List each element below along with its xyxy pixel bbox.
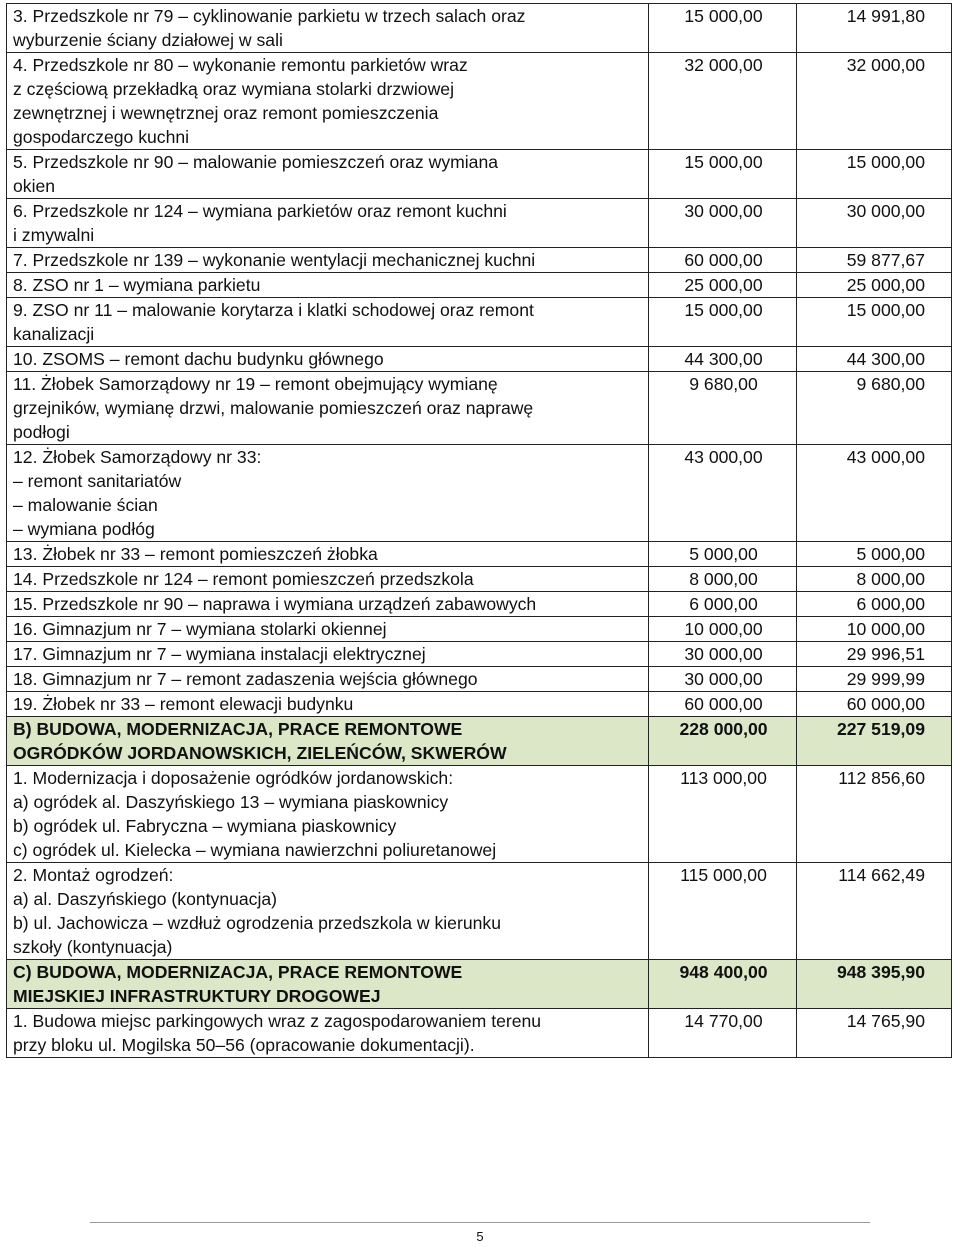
section-header-row	[7, 960, 952, 1009]
executed-amount: 30 000,00	[797, 199, 952, 248]
planned-amount: 15 000,00	[649, 298, 797, 347]
item-description: 12. Żłobek Samorządowy nr 33: – remont sanitariatów – malowanie ścian – wymiana podłóg	[7, 445, 649, 542]
executed-amount: 29 996,51	[797, 642, 952, 667]
executed-amount: 25 000,00	[797, 273, 952, 298]
executed-amount: 60 000,00	[797, 692, 952, 717]
item-description: 14. Przedszkole nr 124 – remont pomieszczeń przedszkola	[7, 567, 649, 592]
item-description: 17. Gimnazjum nr 7 – wymiana instalacji elektrycznej	[7, 642, 649, 667]
footer-divider	[90, 1222, 870, 1223]
table-row	[7, 4, 952, 53]
table-row	[7, 863, 952, 960]
item-description: 11. Żłobek Samorządowy nr 19 – remont obejmujący wymianę grzejników, wymianę drzwi, malowanie pomieszczeń oraz naprawę podłogi	[7, 372, 649, 445]
executed-amount: 43 000,00	[797, 445, 952, 542]
planned-amount: 9 680,00	[649, 372, 797, 445]
table-row	[7, 542, 952, 567]
item-description: 10. ZSOMS – remont dachu budynku głównego	[7, 347, 649, 372]
planned-amount: 113 000,00	[649, 766, 797, 863]
item-description: 1. Budowa miejsc parkingowych wraz z zagospodarowaniem terenu przy bloku ul. Mogilska 50–56 (opracowanie dokumentacji).	[7, 1009, 649, 1058]
planned-amount: 44 300,00	[649, 347, 797, 372]
executed-amount: 227 519,09	[797, 717, 952, 766]
planned-amount: 30 000,00	[649, 667, 797, 692]
executed-amount: 15 000,00	[797, 298, 952, 347]
executed-amount: 114 662,49	[797, 863, 952, 960]
item-description: 8. ZSO nr 1 – wymiana parkietu	[7, 273, 649, 298]
item-description: 19. Żłobek nr 33 – remont elewacji budynku	[7, 692, 649, 717]
item-description: 3. Przedszkole nr 79 – cyklinowanie parkietu w trzech salach oraz wyburzenie ściany działowej w sali	[7, 4, 649, 53]
planned-amount: 10 000,00	[649, 617, 797, 642]
executed-amount: 10 000,00	[797, 617, 952, 642]
item-description: 15. Przedszkole nr 90 – naprawa i wymiana urządzeń zabawowych	[7, 592, 649, 617]
table-row	[7, 667, 952, 692]
item-description: 1. Modernizacja i doposażenie ogródków jordanowskich: a) ogródek al. Daszyńskiego 13 – wymiana piaskownicy b) ogródek ul. Fabryczna – wymiana piaskownicy c) ogródek ul. Kielecka – wymiana nawierzchni poliuretanowej	[7, 766, 649, 863]
item-description: 4. Przedszkole nr 80 – wykonanie remontu parkietów wraz z częściową przekładką oraz wymiana stolarki drzwiowej zewnętrznej i wewnętrznej oraz remont pomieszczenia gospodarczego kuchni	[7, 53, 649, 150]
planned-amount: 14 770,00	[649, 1009, 797, 1058]
planned-amount: 32 000,00	[649, 53, 797, 150]
item-description: B) BUDOWA, MODERNIZACJA, PRACE REMONTOWE OGRÓDKÓW JORDANOWSKICH, ZIELEŃCÓW, SKWERÓW	[7, 717, 649, 766]
item-description: 7. Przedszkole nr 139 – wykonanie wentylacji mechanicznej kuchni	[7, 248, 649, 273]
planned-amount: 115 000,00	[649, 863, 797, 960]
executed-amount: 14 765,90	[797, 1009, 952, 1058]
planned-amount: 8 000,00	[649, 567, 797, 592]
budget-table	[6, 3, 952, 1058]
executed-amount: 15 000,00	[797, 150, 952, 199]
executed-amount: 112 856,60	[797, 766, 952, 863]
item-description: 6. Przedszkole nr 124 – wymiana parkietów oraz remont kuchni i zmywalni	[7, 199, 649, 248]
table-row	[7, 53, 952, 150]
table-row	[7, 567, 952, 592]
executed-amount: 9 680,00	[797, 372, 952, 445]
table-row	[7, 347, 952, 372]
planned-amount: 15 000,00	[649, 150, 797, 199]
table-row	[7, 150, 952, 199]
table-row	[7, 273, 952, 298]
executed-amount: 6 000,00	[797, 592, 952, 617]
table-row	[7, 592, 952, 617]
table-row	[7, 766, 952, 863]
executed-amount: 14 991,80	[797, 4, 952, 53]
item-description: 2. Montaż ogrodzeń: a) al. Daszyńskiego (kontynuacja) b) ul. Jachowicza – wzdłuż ogrodzenia przedszkola w kierunku szkoły (kontynuacja)	[7, 863, 649, 960]
executed-amount: 59 877,67	[797, 248, 952, 273]
item-description: 18. Gimnazjum nr 7 – remont zadaszenia wejścia głównego	[7, 667, 649, 692]
section-header-row	[7, 717, 952, 766]
budget-table-body	[7, 4, 952, 1058]
item-description: 5. Przedszkole nr 90 – malowanie pomieszczeń oraz wymiana okien	[7, 150, 649, 199]
executed-amount: 29 999,99	[797, 667, 952, 692]
planned-amount: 228 000,00	[649, 717, 797, 766]
planned-amount: 30 000,00	[649, 199, 797, 248]
executed-amount: 5 000,00	[797, 542, 952, 567]
executed-amount: 32 000,00	[797, 53, 952, 150]
page-number: 5	[476, 1229, 484, 1244]
table-row	[7, 617, 952, 642]
executed-amount: 44 300,00	[797, 347, 952, 372]
planned-amount: 5 000,00	[649, 542, 797, 567]
planned-amount: 6 000,00	[649, 592, 797, 617]
item-description: 16. Gimnazjum nr 7 – wymiana stolarki okiennej	[7, 617, 649, 642]
table-row	[7, 372, 952, 445]
executed-amount: 8 000,00	[797, 567, 952, 592]
table-row	[7, 692, 952, 717]
table-row	[7, 298, 952, 347]
table-row	[7, 248, 952, 273]
item-description: C) BUDOWA, MODERNIZACJA, PRACE REMONTOWE MIEJSKIEJ INFRASTRUKTURY DROGOWEJ	[7, 960, 649, 1009]
item-description: 9. ZSO nr 11 – malowanie korytarza i klatki schodowej oraz remont kanalizacji	[7, 298, 649, 347]
table-row	[7, 1009, 952, 1058]
table-row	[7, 445, 952, 542]
planned-amount: 60 000,00	[649, 692, 797, 717]
planned-amount: 25 000,00	[649, 273, 797, 298]
executed-amount: 948 395,90	[797, 960, 952, 1009]
planned-amount: 43 000,00	[649, 445, 797, 542]
planned-amount: 948 400,00	[649, 960, 797, 1009]
item-description: 13. Żłobek nr 33 – remont pomieszczeń żłobka	[7, 542, 649, 567]
planned-amount: 30 000,00	[649, 642, 797, 667]
table-row	[7, 642, 952, 667]
table-row	[7, 199, 952, 248]
planned-amount: 60 000,00	[649, 248, 797, 273]
planned-amount: 15 000,00	[649, 4, 797, 53]
